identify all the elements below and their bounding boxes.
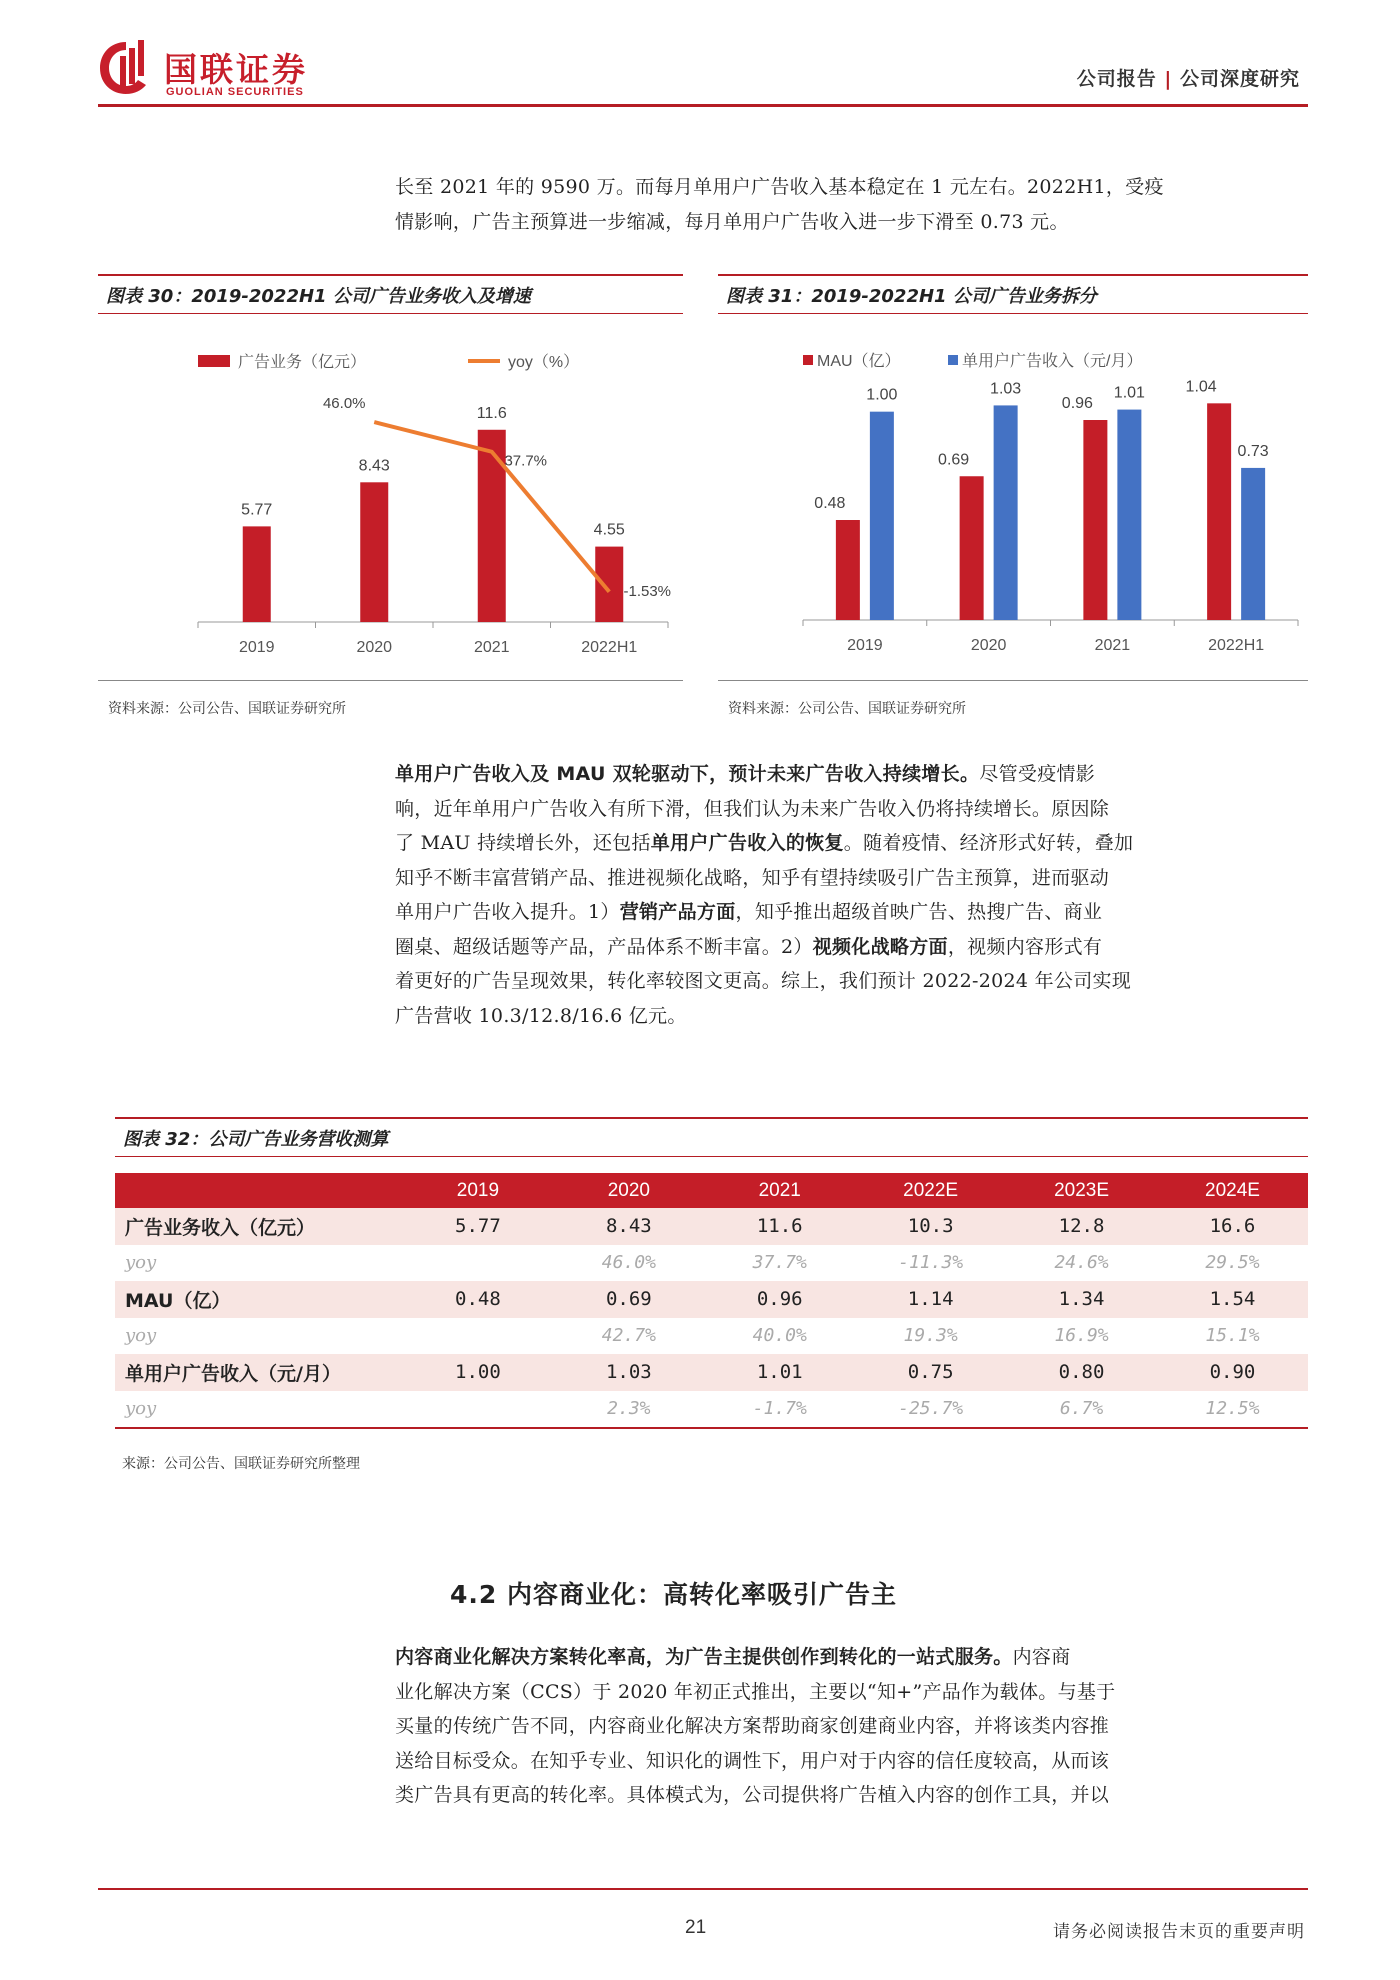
row-label: yoy (115, 1245, 402, 1282)
table-header-2020: 2020 (553, 1173, 704, 1208)
bar-label-arpu: 1.03 (990, 380, 1022, 398)
table-row (115, 1281, 1308, 1318)
table-cell: 1.14 (855, 1281, 1006, 1318)
bar-label-arpu: 1.01 (1113, 384, 1145, 402)
table-cell: 11.6 (704, 1208, 855, 1245)
bar-arpu (1117, 410, 1141, 620)
table-cell: 24.6% (1006, 1245, 1157, 1282)
bar-label-revenue: 8.43 (358, 457, 390, 475)
table-cell: -25.7% (855, 1391, 1006, 1428)
bar-label-mau: 0.69 (938, 451, 970, 469)
table-cell: 5.77 (402, 1208, 553, 1245)
bar-label-revenue: 11.6 (476, 404, 507, 422)
growth-line-5c: ，知乎推出超级首映广告、热搜广告、商业 (735, 901, 1103, 923)
table-cell: 12.5% (1157, 1391, 1308, 1428)
row-label: 广告业务收入（亿元） (115, 1208, 402, 1245)
growth-line-5a: 单用户广告收入提升。1） (395, 901, 620, 923)
bar-mau (960, 476, 984, 620)
table-cell: 29.5% (1157, 1245, 1308, 1282)
figure-31-title: 图表 31：2019-2022H1 公司广告业务拆分 (718, 274, 1308, 314)
bar-label-mau: 1.04 (1185, 378, 1217, 396)
cc-line-1 (395, 1640, 1305, 1675)
disclaimer-note: 请务必阅读报告末页的重要声明 (1053, 1922, 1305, 1942)
table-cell: 0.69 (553, 1281, 704, 1318)
table-header-2024e: 2024E (1157, 1173, 1308, 1208)
x-tick-label: 2020 (356, 639, 393, 656)
growth-line-7: 着更好的广告呈现效果，转化率较图文更高。综上，我们预计 2022-2024 年公司实现 (395, 970, 1132, 992)
growth-line-2: 响，近年单用户广告收入有所下滑，但我们认为未来广告收入仍将持续增长。原因除 (395, 797, 1110, 820)
row-label: yoy (115, 1318, 402, 1355)
table-cell: -1.7% (704, 1391, 855, 1428)
page-header (98, 28, 1308, 106)
table-cell: 2.3% (553, 1391, 704, 1428)
legend-label-yoy: yoy（%） (508, 354, 580, 371)
table-cell: 40.0% (704, 1318, 855, 1355)
yoy-point-label: 46.0% (322, 395, 366, 413)
growth-line-4: 知乎不断丰富营销产品、推进视频化战略，知乎有望持续吸引广告主预算，进而驱动 (395, 866, 1110, 889)
table-32-source: 来源：公司公告、国联证券研究所整理 (122, 1456, 360, 1472)
bar-revenue (595, 547, 623, 622)
table-cell: 0.90 (1157, 1354, 1308, 1391)
intro-line-2: 情影响，广告主预算进一步缩减，每月单用户广告收入进一步下滑至 0.73 元。 (395, 210, 1069, 233)
bar-arpu (1241, 468, 1265, 620)
section-4-2-title: 4.2 内容商业化：高转化率吸引广告主 (450, 1580, 897, 1609)
report-category (1077, 64, 1300, 91)
growth-lead: 单用户广告收入及 MAU 双轮驱动下，预计未来广告收入持续增长。 (395, 763, 980, 785)
cc-line-1-rest: 内容商 (1012, 1646, 1071, 1668)
growth-line-5 (395, 895, 1305, 930)
table-row-yoy (115, 1318, 1308, 1355)
table-cell (402, 1245, 553, 1282)
header-rule (98, 104, 1308, 107)
table-32-title: 图表 32：公司广告业务营收测算 (115, 1117, 1308, 1157)
cc-line-3: 买量的传统广告不同，内容商业化解决方案帮助商家创建商业内容，并将该类内容推 (395, 1715, 1110, 1737)
cc-line-4: 送给目标受众。在知乎专业、知识化的调性下，用户对于内容的信任度较高，从而该 (395, 1749, 1110, 1772)
table-cell: 0.96 (704, 1281, 855, 1318)
legend-swatch-mau (803, 355, 813, 365)
x-tick-label: 2021 (473, 639, 510, 656)
table-row-yoy (115, 1391, 1308, 1428)
bar-label-revenue: 4.55 (593, 521, 625, 539)
legend-swatch-arpu (948, 355, 958, 365)
table-bottom-rule (115, 1427, 1308, 1429)
table-cell: 0.80 (1006, 1354, 1157, 1391)
bar-mau (1083, 420, 1107, 620)
table-cell: 15.1% (1157, 1318, 1308, 1355)
yoy-point-label: -1.53% (623, 582, 672, 600)
table-header-row (115, 1173, 1308, 1208)
cc-line-5: 类广告具有更高的转化率。具体模式为，公司提供将广告植入内容的创作工具，并以 (395, 1784, 1110, 1806)
table-cell: 6.7% (1006, 1391, 1157, 1428)
x-tick-label: 2019 (238, 639, 275, 656)
table-header-2023e: 2023E (1006, 1173, 1157, 1208)
growth-line-1 (395, 757, 1305, 792)
table-row (115, 1354, 1308, 1391)
growth-line-6 (395, 930, 1305, 965)
revenue-forecast-table (115, 1173, 1308, 1429)
table-row-yoy (115, 1245, 1308, 1282)
table-cell: 1.54 (1157, 1281, 1308, 1318)
table-row (115, 1208, 1308, 1245)
x-tick-label: 2020 (970, 637, 1007, 654)
report-type: 公司报告 (1076, 68, 1157, 90)
cc-line-2: 业化解决方案（CCS）于 2020 年初正式推出，主要以“知+”产品作为载体。与基于 (395, 1680, 1116, 1703)
table-cell: 42.7% (553, 1318, 704, 1355)
bar-label-mau: 0.96 (1061, 395, 1093, 412)
table-cell (402, 1391, 553, 1428)
growth-line-1-rest: 尽管受疫情影 (979, 763, 1096, 785)
growth-line-5b: 营销产品方面 (619, 901, 736, 923)
growth-line-6b: 视频化战略方面 (812, 935, 948, 958)
revenue-table (115, 1173, 1308, 1427)
bar-revenue (478, 430, 506, 622)
x-tick-label: 2022H1 (581, 639, 638, 656)
figure-30-title: 图表 30：2019-2022H1 公司广告业务收入及增速 (98, 274, 683, 314)
cc-lead: 内容商业化解决方案转化率高，为广告主提供创作到转化的一站式服务。 (395, 1646, 1013, 1668)
page-number: 21 (685, 1917, 707, 1938)
growth-line-8: 广告营收 10.3/12.8/16.6 亿元。 (395, 1004, 687, 1027)
row-label: yoy (115, 1391, 402, 1428)
table-header-2019: 2019 (402, 1173, 553, 1208)
figure-30-chart (98, 330, 683, 670)
table-cell: 1.03 (553, 1354, 704, 1391)
bar-mau (1207, 403, 1231, 620)
row-label: MAU（亿） (115, 1281, 402, 1318)
intro-line-1: 长至 2021 年的 9590 万。而每月单用户广告收入基本稳定在 1 元左右。2022H1，受疫 (395, 176, 1164, 198)
table-cell: 16.9% (1006, 1318, 1157, 1355)
logo-text-en: GUOLIAN SECURITIES (166, 86, 304, 98)
growth-line-6c: ，视频内容形式有 (947, 935, 1103, 958)
yoy-point-label: 37.7% (504, 452, 548, 470)
logo-text-cn: 国联证券 (164, 50, 308, 89)
intro-paragraph (395, 170, 1305, 239)
figure-31-source: 资料来源：公司公告、国联证券研究所 (728, 701, 966, 717)
table-header-blank (115, 1173, 402, 1208)
table-cell: 8.43 (553, 1208, 704, 1245)
figure-31-chart (718, 330, 1308, 670)
bar-label-arpu: 0.73 (1237, 442, 1269, 460)
table-cell: 19.3% (855, 1318, 1006, 1355)
growth-line-3c: 。随着疫情、经济形式好转，叠加 (843, 832, 1134, 854)
bar-label-revenue: 5.77 (241, 501, 273, 519)
table-cell: 10.3 (855, 1208, 1006, 1245)
row-label: 单用户广告收入（元/月） (115, 1354, 402, 1391)
table-header-2022e: 2022E (855, 1173, 1006, 1208)
figure-30-source-rule (98, 680, 683, 681)
table-cell: -11.3% (855, 1245, 1006, 1282)
footer-rule (98, 1888, 1308, 1890)
x-tick-label: 2019 (847, 637, 883, 654)
bar-arpu (994, 405, 1018, 620)
legend-label-revenue: 广告业务（亿元） (238, 354, 367, 371)
table-cell: 1.00 (402, 1354, 553, 1391)
guolian-logo-icon (98, 38, 154, 96)
table-cell: 0.48 (402, 1281, 553, 1318)
growth-line-6a: 圈桌、超级话题等产品，产品体系不断丰富。2） (395, 935, 813, 958)
x-tick-label: 2021 (1094, 637, 1131, 654)
figure-30-source: 资料来源：公司公告、国联证券研究所 (108, 701, 346, 717)
header-divider: | (1164, 68, 1180, 90)
table-header-2021: 2021 (704, 1173, 855, 1208)
x-tick-label: 2022H1 (1208, 637, 1265, 654)
bar-mau (836, 520, 860, 620)
bar-revenue (243, 526, 271, 622)
bar-revenue (360, 482, 388, 622)
bar-label-arpu: 1.00 (866, 386, 898, 404)
table-cell: 12.8 (1006, 1208, 1157, 1245)
table-cell: 1.01 (704, 1354, 855, 1391)
report-subtype: 公司深度研究 (1179, 68, 1300, 90)
legend-swatch-revenue (198, 355, 230, 367)
bar-label-mau: 0.48 (814, 495, 846, 512)
growth-line-3 (395, 826, 1305, 861)
legend-label-arpu: 单用户广告收入（元/月） (962, 353, 1143, 370)
table-cell: 0.75 (855, 1354, 1006, 1391)
content-commerce-paragraph (395, 1640, 1305, 1813)
legend-label-mau: MAU（亿） (817, 353, 901, 370)
table-cell: 46.0% (553, 1245, 704, 1282)
table-cell: 37.7% (704, 1245, 855, 1282)
table-cell (402, 1318, 553, 1355)
figure-31-source-rule (718, 680, 1308, 681)
growth-line-3b: 单用户广告收入的恢复 (650, 832, 844, 854)
bar-arpu (870, 412, 894, 620)
growth-line-3a: 了 MAU 持续增长外，还包括 (395, 832, 651, 854)
table-cell: 16.6 (1157, 1208, 1308, 1245)
growth-paragraph (395, 757, 1305, 1033)
table-cell: 1.34 (1006, 1281, 1157, 1318)
